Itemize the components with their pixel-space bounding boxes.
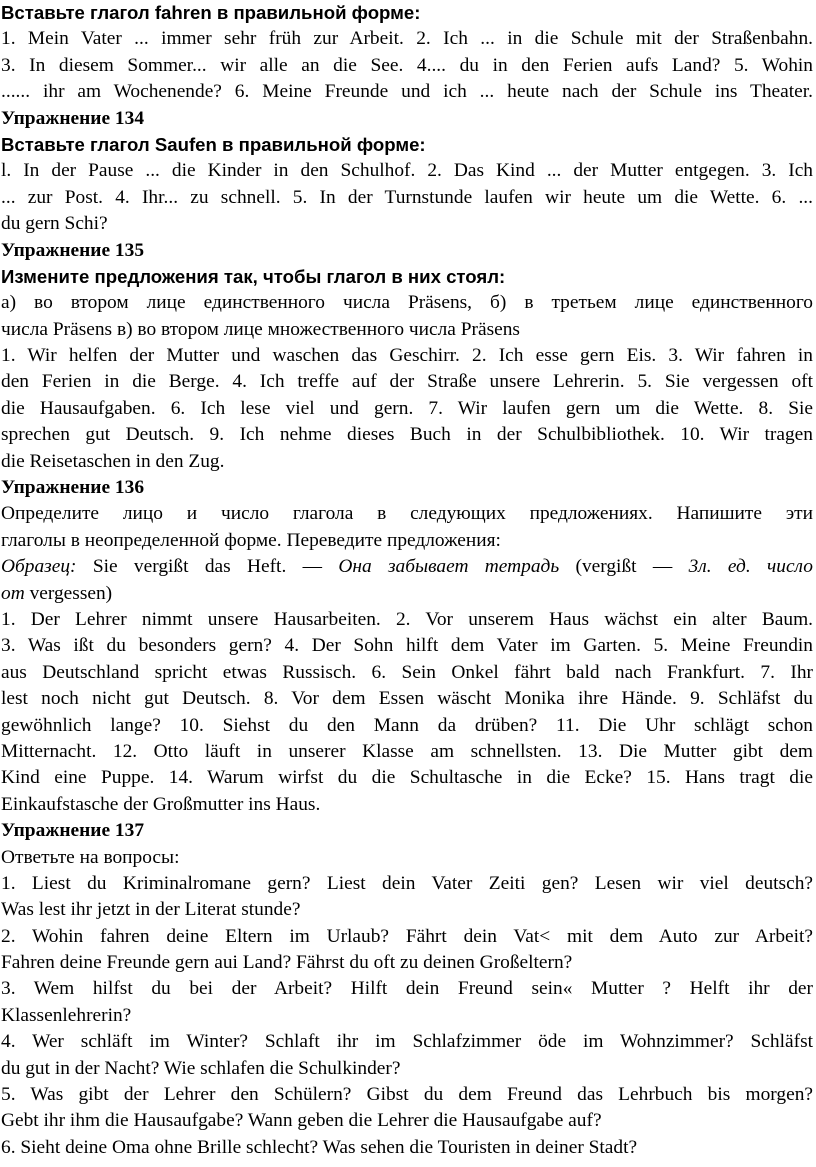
text-line: глаголы в неопределенной форме. Переведите предложения: [1,529,501,551]
example-label: Образец: [1,556,77,578]
text-line: du gut in der Nacht? Wie schlafen die Schulkinder? [1,1057,401,1079]
exercise-title: Упражнение 136 [1,477,145,499]
text-line: sprechen gut Deutsch. 9. Ich nehme dieses Buch in der Schulbibliothek. 10. Wir tragen [1,424,813,446]
text-line: 3. Wem hilfst du bei der Arbeit? Hilft dein Freund sein« Mutter ? Helft ihr der [1,978,813,1000]
text-line: Fahren deine Freunde gern aui Land? Fährst du oft zu deinen Großeltern? [1,952,573,974]
text-line: die Reisetaschen in den Zug. [1,450,225,472]
example-line [1,554,813,580]
text-line: Klassenlehrerin? [1,1004,132,1026]
text-line: 2. Wohin fahren deine Eltern im Urlaub? Fährt dein Vat< mit dem Auto zur Arbeit? [1,925,813,947]
text-line: 1. Der Lehrer nimmt unsere Hausarbeiten. 2. Vor unserem Haus wächst ein alter Baum. [1,608,813,630]
text-line: 1. Mein Vater ... immer sehr früh zur Arbeit. 2. Ich ... in die Schule mit der Straßenbahn. [1,28,813,50]
task-instruction: Вставьте глагол Saufen в правильной форме: [1,133,426,155]
text-line: 1. Liest du Kriminalromane gern? Liest dein Vater Zeiti gen? Lesen wir viel deutsch? [1,872,813,894]
text-line: gewöhnlich lange? 10. Siehst du den Mann da drüben? 11. Die Uhr schlägt schon [1,714,813,736]
text-line: 6. Sieht deine Oma ohne Brille schlecht? Was sehen die Touristen in deiner Stadt? [1,1136,638,1158]
text-line: den Ferien in die Berge. 4. Ich treffe auf der Straße unsere Lehrerin. 5. Sie vergessen oft [1,371,813,393]
text-line: Einkaufstasche der Großmutter ins Haus. [1,793,321,815]
text-line: Gebt ihr ihm die Hausaufgabe? Wann geben die Lehrer die Hausaufgabe auf? [1,1110,602,1132]
text-line: 3. Was ißt du besonders gern? 4. Der Sohn hilft dem Vater im Garten. 5. Meine Freundin [1,635,813,657]
text-line: 3. In diesem Sommer... wir alle an die See. 4.... du in den Ferien aufs Land? 5. Wohin [1,54,813,76]
text-line: aus Deutschland spricht etwas Russisch. 6. Sein Onkel fährt bald nach Frankfurt. 7. Ihr [1,661,813,683]
example-from: от [1,582,25,604]
example-paren: (vergißt — [575,556,673,578]
text-line: 4. Wer schläft im Winter? Schlaft ihr im Schlafzimmer öde im Wohnzimmer? Schläfst [1,1031,813,1053]
example-translation: Она забывает тетрадь [338,556,560,578]
text-line: Определите лицо и число глагола в следующих предложениях. Напишите эти [1,503,813,525]
exercise-title: Упражнение 137 [1,820,145,842]
text-line: Ответьте на вопросы: [1,846,180,868]
text-line: l. In der Pause ... die Kinder in den Schulhof. 2. Das Kind ... der Mutter entgegen. 3. Ich [1,160,813,182]
text-line: du gern Schi? [1,213,108,235]
text-line: ...... ihr am Wochenende? 6. Meine Freunde und ich ... heute nach der Schule ins Theater. [1,81,813,103]
text-line: а) во втором лице единственного числа Präsens, б) в третьем лице единственного [1,292,813,314]
example-grammar: 3л. ед. число [688,556,813,578]
example-german: Sie vergißt das Heft. — [92,556,323,578]
text-line: Mitternacht. 12. Otto läuft in unserer Klasse am schnellsten. 13. Die Mutter gibt dem [1,740,813,762]
text-line: Was lest ihr jetzt in der Literat stunde? [1,899,301,921]
task-instruction: Измените предложения так, чтобы глагол в них стоял: [1,265,506,287]
text-line: Kind eine Puppe. 14. Warum wirfst du die Schultasche in die Ecke? 15. Hans tragt die [1,767,813,789]
exercise-title: Упражнение 134 [1,107,145,129]
text-line: 5. Was gibt der Lehrer den Schülern? Gibst du dem Freund das Lehrbuch bis morgen? [1,1084,813,1106]
task-instruction: Вставьте глагол fahren в правильной форме: [1,2,421,23]
text-line: 1. Wir helfen der Mutter und waschen das Geschirr. 2. Ich esse gern Eis. 3. Wir fahren in [1,345,813,367]
text-line: lest noch nicht gut Deutsch. 8. Vor dem Essen wäscht Monika ihre Hände. 9. Schläfst du [1,688,813,710]
text-line: ... zur Post. 4. Ihr... zu schnell. 5. In der Turnstunde laufen wir heute um die Wette. 6. ... [1,186,813,208]
text-line: die Hausaufgaben. 6. Ich lese viel und gern. 7. Wir laufen gern um die Wette. 8. Sie [1,397,813,419]
example-infinitive: vergessen) [29,582,113,604]
text-line: числа Präsens в) во втором лице множественного числа Präsens [1,318,520,340]
exercise-title: Упражнение 135 [1,239,145,261]
example-line-continued [1,581,813,607]
